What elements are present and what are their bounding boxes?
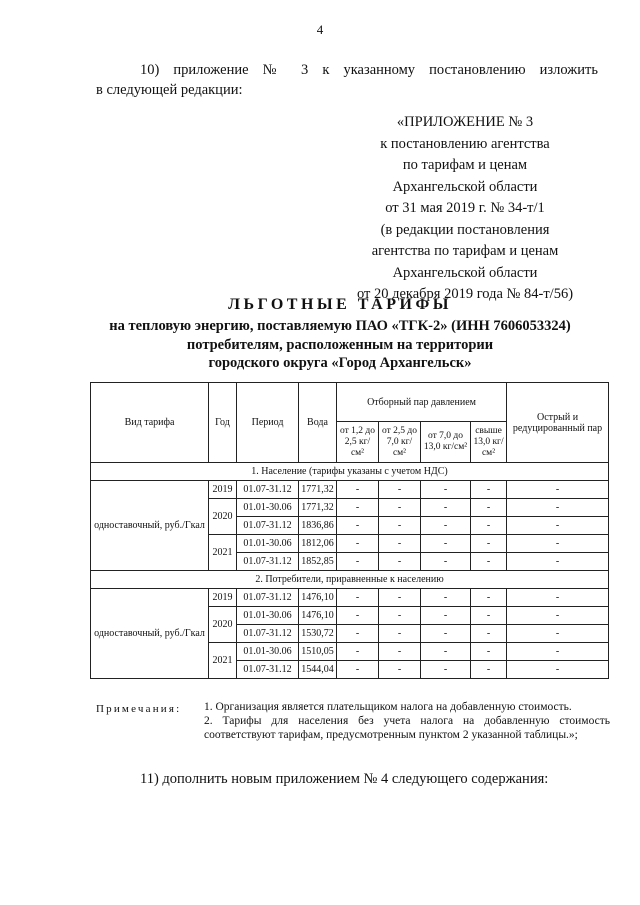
water-cell: 1476,10	[299, 607, 337, 625]
tariff-type-cell: одноставочный, руб./Гкал	[91, 481, 209, 571]
dash-cell: -	[337, 535, 379, 553]
table-subtitle-line: городского округа «Город Архангельск»	[208, 355, 472, 371]
dash-cell: -	[507, 553, 609, 571]
dash-cell: -	[379, 607, 421, 625]
tariff-type-cell: одноставочный, руб./Гкал	[91, 589, 209, 679]
dash-cell: -	[471, 607, 507, 625]
appendix-line: агентства по тарифам и ценам	[371, 243, 559, 259]
dash-cell: -	[471, 643, 507, 661]
page-number: 4	[316, 22, 324, 37]
period-cell: 01.07-31.12	[237, 661, 299, 679]
note-item: 1. Организация является плательщиком налога на добавленную стоимость.	[204, 701, 572, 713]
period-cell: 01.01-30.06	[237, 499, 299, 517]
header-pressure-2: от 2,5 до 7,0 кг/см²	[379, 422, 421, 463]
dash-cell: -	[421, 661, 471, 679]
dash-cell: -	[421, 517, 471, 535]
dash-cell: -	[421, 589, 471, 607]
dash-cell: -	[337, 499, 379, 517]
header-steam: Отборный пар давлением	[337, 383, 507, 422]
dash-cell: -	[379, 553, 421, 571]
dash-cell: -	[507, 481, 609, 499]
dash-cell: -	[507, 535, 609, 553]
period-cell: 01.01-30.06	[237, 607, 299, 625]
dash-cell: -	[337, 589, 379, 607]
dash-cell: -	[507, 589, 609, 607]
dash-cell: -	[421, 643, 471, 661]
year-cell: 2021	[209, 643, 237, 679]
water-cell: 1544,04	[299, 661, 337, 679]
appendix-line: «ПРИЛОЖЕНИЕ № 3	[396, 114, 534, 130]
table-title: ЛЬГОТНЫЕ ТАРИФЫ	[228, 296, 452, 313]
dash-cell: -	[471, 661, 507, 679]
water-cell: 1476,10	[299, 589, 337, 607]
appendix-line: Архангельской области	[392, 178, 538, 195]
header-period: Период	[237, 383, 299, 463]
section-title: 2. Потребители, приравненные к населению	[91, 571, 609, 589]
dash-cell: -	[471, 517, 507, 535]
dash-cell: -	[507, 499, 609, 517]
year-cell: 2019	[209, 589, 237, 607]
dash-cell: -	[471, 481, 507, 499]
dash-cell: -	[471, 499, 507, 517]
dash-cell: -	[471, 535, 507, 553]
period-cell: 01.01-30.06	[237, 643, 299, 661]
appendix-line: к постановлению агентства	[380, 135, 550, 152]
water-cell: 1771,32	[299, 481, 337, 499]
paragraph-10-line1: 10) приложение № 3 к указанному постановлению изложить	[140, 62, 598, 78]
dash-cell: -	[337, 517, 379, 535]
dash-cell: -	[507, 661, 609, 679]
water-cell: 1530,72	[299, 625, 337, 643]
period-cell: 01.07-31.12	[237, 589, 299, 607]
period-cell: 01.07-31.12	[237, 481, 299, 499]
dash-cell: -	[379, 643, 421, 661]
dash-cell: -	[421, 481, 471, 499]
appendix-line: от 20 декабря 2019 года № 84-т/56)	[356, 286, 574, 302]
dash-cell: -	[471, 553, 507, 571]
header-water: Вода	[299, 383, 337, 463]
dash-cell: -	[379, 499, 421, 517]
dash-cell: -	[507, 643, 609, 661]
note-item: 2. Тарифы для населения без учета налога на добавленную стоимость соответствуют тарифам, предусмотренным пунктом 2 указанной таблицы.»;	[204, 715, 610, 741]
dash-cell: -	[379, 517, 421, 535]
dash-cell: -	[421, 535, 471, 553]
water-cell: 1836,86	[299, 517, 337, 535]
dash-cell: -	[337, 661, 379, 679]
period-cell: 01.07-31.12	[237, 625, 299, 643]
header-tariff-type: Вид тарифа	[91, 383, 209, 463]
dash-cell: -	[379, 625, 421, 643]
year-cell: 2020	[209, 499, 237, 535]
appendix-line: (в редакции постановления	[380, 221, 550, 238]
appendix-line: Архангельской области	[392, 264, 538, 281]
dash-cell: -	[421, 625, 471, 643]
appendix-line: по тарифам и ценам	[402, 157, 528, 173]
notes	[204, 700, 610, 742]
notes-label: Примечания:	[96, 703, 182, 715]
dash-cell: -	[337, 625, 379, 643]
water-cell: 1812,06	[299, 535, 337, 553]
period-cell: 01.07-31.12	[237, 517, 299, 535]
appendix-header	[345, 112, 585, 306]
dash-cell: -	[379, 481, 421, 499]
section-title: 1. Население (тарифы указаны с учетом НДС)	[91, 463, 609, 481]
dash-cell: -	[337, 607, 379, 625]
dash-cell: -	[337, 481, 379, 499]
water-cell: 1510,05	[299, 643, 337, 661]
period-cell: 01.07-31.12	[237, 553, 299, 571]
dash-cell: -	[507, 607, 609, 625]
period-cell: 01.01-30.06	[237, 535, 299, 553]
dash-cell: -	[337, 553, 379, 571]
dash-cell: -	[379, 589, 421, 607]
paragraph-10-line2: в следующей редакции:	[96, 82, 243, 98]
table-subtitle-line: на тепловую энергию, поставляемую ПАО «ТГК-2» (ИНН 7606053324)	[109, 318, 571, 334]
header-sharp-steam: Острый и редуцированный пар	[507, 383, 609, 463]
dash-cell: -	[507, 625, 609, 643]
dash-cell: -	[421, 499, 471, 517]
year-cell: 2019	[209, 481, 237, 499]
tariff-table	[90, 382, 609, 679]
paragraph-11: 11) дополнить новым приложением № 4 следующего содержания:	[140, 771, 549, 787]
year-cell: 2021	[209, 535, 237, 571]
dash-cell: -	[421, 607, 471, 625]
water-cell: 1771,32	[299, 499, 337, 517]
water-cell: 1852,85	[299, 553, 337, 571]
dash-cell: -	[471, 589, 507, 607]
header-pressure-1: от 1,2 до 2,5 кг/см²	[337, 422, 379, 463]
table-subtitle-line: потребителям, расположенным на территории	[186, 337, 494, 353]
dash-cell: -	[507, 517, 609, 535]
appendix-line: от 31 мая 2019 г. № 34-т/1	[385, 200, 545, 216]
year-cell: 2020	[209, 607, 237, 643]
dash-cell: -	[337, 643, 379, 661]
header-pressure-3: от 7,0 до 13,0 кг/см²	[421, 422, 471, 463]
dash-cell: -	[379, 535, 421, 553]
dash-cell: -	[471, 625, 507, 643]
header-pressure-4: свыше 13,0 кг/см²	[471, 422, 507, 463]
dash-cell: -	[421, 553, 471, 571]
header-year: Год	[209, 383, 237, 463]
dash-cell: -	[379, 661, 421, 679]
